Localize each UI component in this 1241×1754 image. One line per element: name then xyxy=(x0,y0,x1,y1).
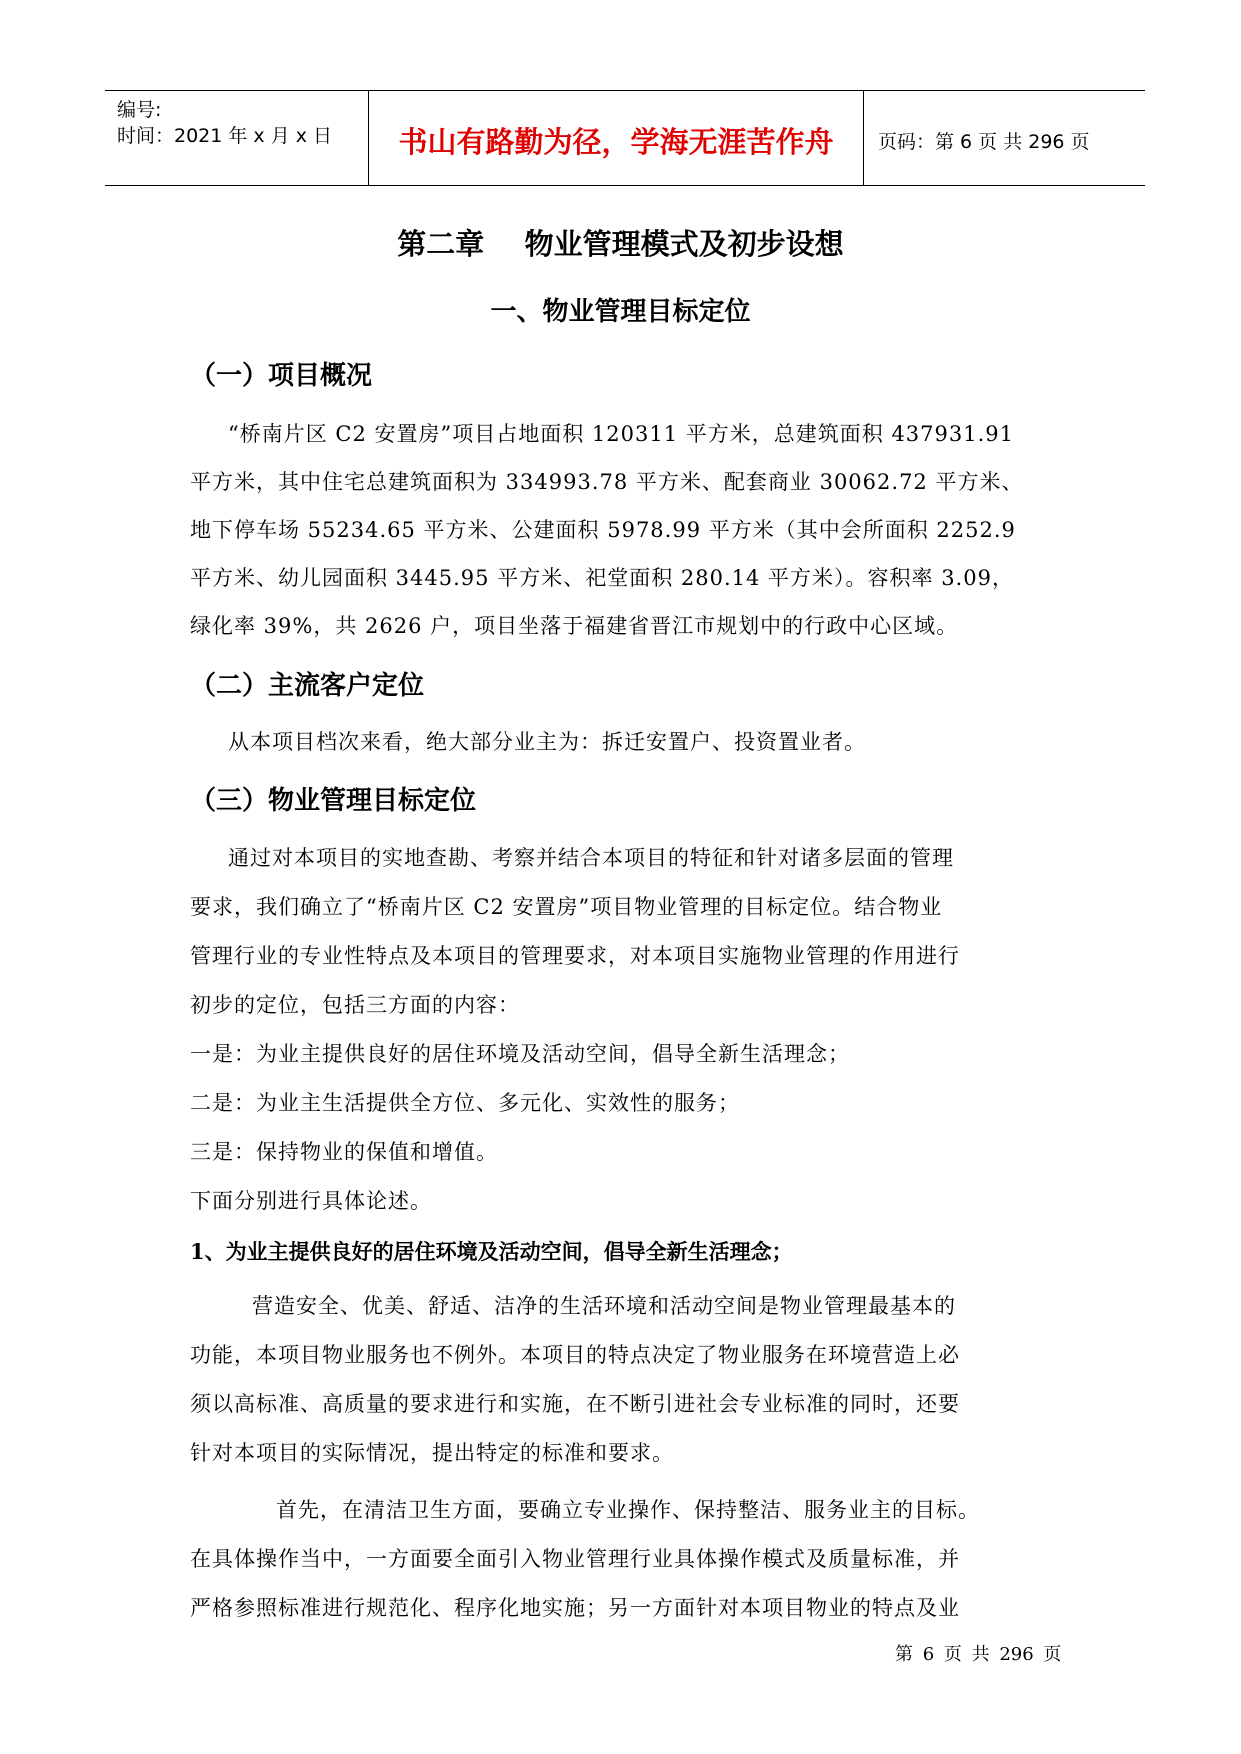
customer-line: 从本项目档次来看，绝大部分业主为：拆迁安置户、投资置业者。 xyxy=(228,730,866,754)
overview-line: 绿化率 39%，共 2626 户，项目坐落于福建省晋江市规划中的行政中心区域。 xyxy=(190,614,959,638)
cleaning-line: 首先，在清洁卫生方面，要确立专业操作、保持整洁、服务业主的目标。 xyxy=(276,1498,980,1522)
section-title: 一、物业管理目标定位 xyxy=(490,297,751,327)
point-line: 三是：保持物业的保值和增值。 xyxy=(190,1140,498,1164)
point1-line: 营造安全、优美、舒适、洁净的生活环境和活动空间是物业管理最基本的 xyxy=(252,1294,956,1318)
header-motto-cell xyxy=(369,91,864,185)
point-line: 一是：为业主提供良好的居住环境及活动空间，倡导全新生活理念； xyxy=(190,1042,850,1066)
chapter-title: 第二章 物业管理模式及初步设想 xyxy=(397,227,844,261)
overview-line: “桥南片区 C2 安置房”项目占地面积 120311 平方米，总建筑面积 437931.91 xyxy=(228,422,1015,446)
point-line: 二是：为业主生活提供全方位、多元化、实效性的服务； xyxy=(190,1091,740,1115)
point1-line: 功能，本项目物业服务也不例外。本项目的特点决定了物业服务在环境营造上必 xyxy=(190,1343,960,1367)
cleaning-line: 严格参照标准进行规范化、程序化地实施；另一方面针对本项目物业的特点及业 xyxy=(190,1596,960,1620)
target-line: 管理行业的专业性特点及本项目的管理要求，对本项目实施物业管理的作用进行 xyxy=(190,944,960,968)
point-line: 下面分别进行具体论述。 xyxy=(190,1189,432,1213)
document-number-label: 编号: xyxy=(117,99,162,121)
header-page-info: 页码：第 6 页 共 296 页 xyxy=(878,130,1090,153)
point1-line: 针对本项目的实际情况，提出特定的标准和要求。 xyxy=(190,1441,674,1465)
point1-heading: 1、为业主提供良好的居住环境及活动空间，倡导全新生活理念； xyxy=(190,1239,793,1264)
page-footer: 第 6 页 共 296 页 xyxy=(895,1644,1062,1665)
subsection-heading-overview: （一）项目概况 xyxy=(190,361,373,391)
overview-line: 地下停车场 55234.65 平方米、公建面积 5978.99 平方米（其中会所面积 2252.9 xyxy=(190,518,1016,542)
overview-line: 平方米，其中住宅总建筑面积为 334993.78 平方米、配套商业 30062.72 平方米、 xyxy=(190,470,1024,494)
cleaning-line: 在具体操作当中，一方面要全面引入物业管理行业具体操作模式及质量标准，并 xyxy=(190,1547,960,1571)
target-line: 初步的定位，包括三方面的内容： xyxy=(190,993,520,1017)
header-motto: 书山有路勤为径，学海无涯苦作舟 xyxy=(398,124,834,159)
header-meta-cell xyxy=(105,91,369,185)
overview-line: 平方米、幼儿园面积 3445.95 平方米、祀堂面积 280.14 平方米）。容积率 3.09， xyxy=(190,566,1014,590)
target-line: 通过对本项目的实地查勘、考察并结合本项目的特征和针对诸多层面的管理 xyxy=(228,846,954,870)
point1-line: 须以高标准、高质量的要求进行和实施，在不断引进社会专业标准的同时，还要 xyxy=(190,1392,960,1416)
subsection-heading-customer: （二）主流客户定位 xyxy=(190,671,425,701)
document-time-label: 时间：2021 年 x 月 x 日 xyxy=(117,125,333,147)
target-line: 要求，我们确立了“桥南片区 C2 安置房”项目物业管理的目标定位。结合物业 xyxy=(190,895,943,919)
page-header xyxy=(105,90,1145,186)
subsection-heading-target: （三）物业管理目标定位 xyxy=(190,786,477,816)
header-page-cell xyxy=(864,91,1145,185)
